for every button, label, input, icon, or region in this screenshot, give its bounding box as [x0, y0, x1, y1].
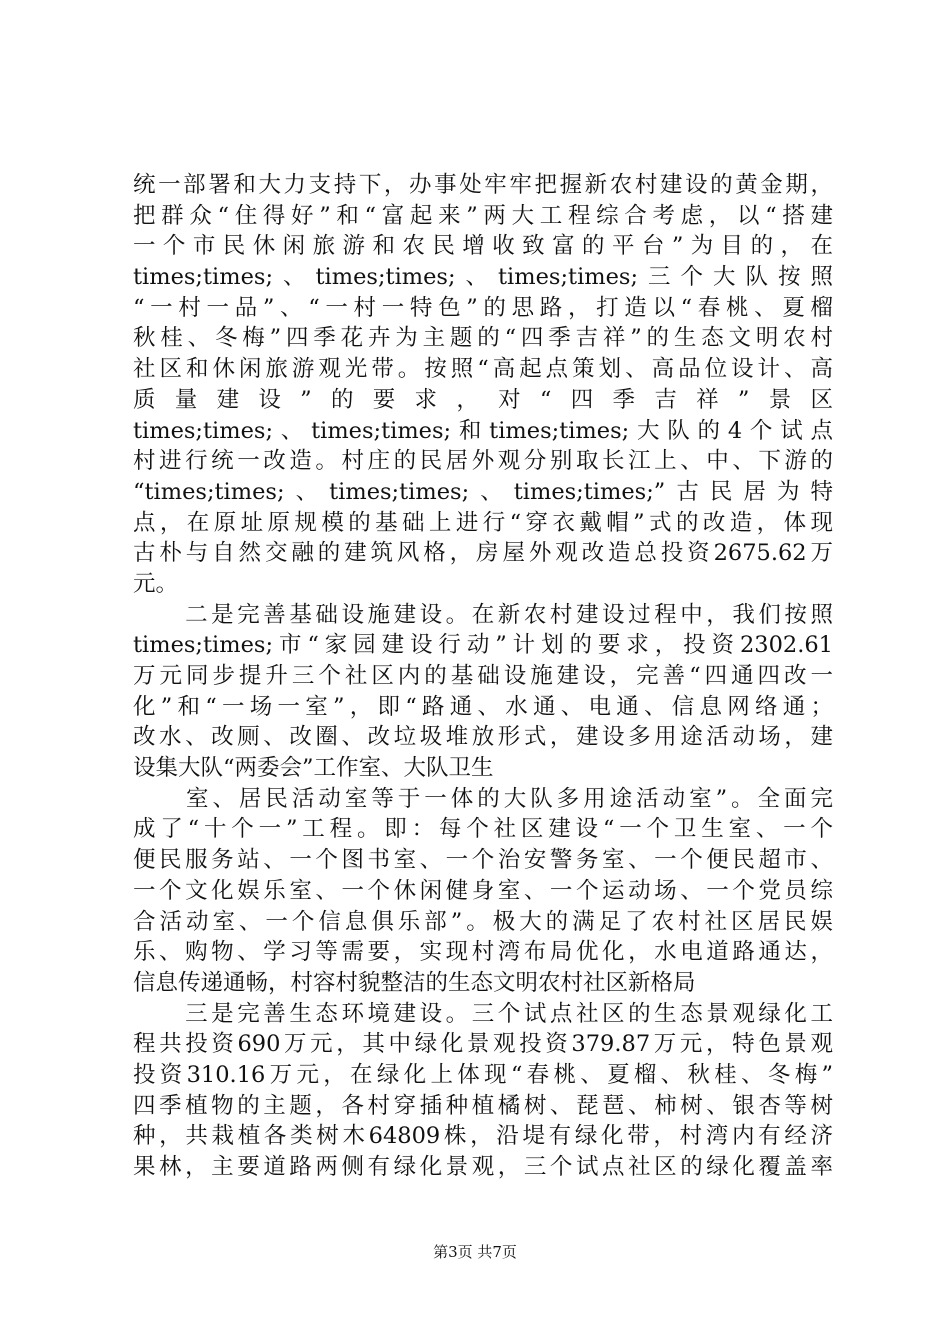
text-line: 化”和“一场一室”，即“路通、水通、电通、信息网络通；: [133, 693, 833, 720]
text-line: 村进行统一改造。村庄的民居外观分别取长江上、中、下游的: [133, 448, 833, 475]
text-line: 合活动室、一个信息俱乐部”。极大的满足了农村社区居民娱: [133, 908, 833, 935]
text-line: 把群众“住得好”和“富起来”两大工程综合考虑，以“搭建: [133, 202, 833, 229]
text-line: times;times;、times;times;、times;times;三个大队按照: [133, 264, 833, 291]
text-line: 改水、改厕、改圈、改垃圾堆放形式，建设多用途活动场，建: [133, 724, 833, 751]
text-line: 点，在原址原规模的基础上进行“穿衣戴帽”式的改造，体现: [133, 509, 833, 536]
text-line: 成了“十个一”工程。即：每个社区建设“一个卫生室、一个: [133, 816, 833, 843]
text-line: “一村一品”、“一村一特色”的思路，打造以“春桃、夏榴: [133, 294, 833, 321]
text-line: times;times;市“家园建设行动”计划的要求，投资2302.61: [133, 632, 833, 659]
text-line: 古朴与自然交融的建筑风格，房屋外观改造总投资2675.62万: [133, 540, 833, 567]
text-line: 四季植物的主题，各村穿插种植橘树、琵琶、柿树、银杏等树: [133, 1092, 833, 1119]
text-line: 信息传递通畅，村容村貌整洁的生态文明农村社区新格局: [133, 969, 696, 996]
text-line: 便民服务站、一个图书室、一个治安警务室、一个便民超市、: [133, 847, 833, 874]
text-line: 万元同步提升三个社区内的基础设施建设，完善“四通四改一: [133, 663, 833, 689]
text-line: 一个市民休闲旅游和农民增收致富的平台”为目的，在: [133, 233, 833, 260]
text-line: 质量建设”的要求，对“四季吉祥”景区: [133, 386, 833, 413]
text-line: 社区和休闲旅游观光带。按照“高起点策划、高品位设计、高: [133, 356, 833, 383]
text-line: 统一部署和大力支持下，办事处牢牢把握新农村建设的黄金期，: [133, 172, 833, 198]
text-line: 种，共栽植各类树木64809株，沿堤有绿化带，村湾内有经济: [133, 1123, 833, 1150]
page-footer: 第3页 共7页: [433, 1243, 517, 1261]
text-line: 二是完善基础设施建设。在新农村建设过程中，我们按照: [133, 601, 833, 628]
text-line: 元。: [133, 570, 179, 597]
text-line: “times;times;、times;times;、times;times;”古民居为特: [133, 478, 833, 505]
text-line: times;times;、times;times;和times;times;大队的4个试点: [133, 417, 833, 444]
text-line: 三是完善生态环境建设。三个试点社区的生态景观绿化工: [133, 1000, 833, 1027]
text-line: 程共投资690万元，其中绿化景观投资379.87万元，特色景观: [133, 1031, 833, 1058]
text-line: 投资310.16万元，在绿化上体现“春桃、夏榴、秋桂、冬梅”: [133, 1061, 833, 1088]
text-line: 一个文化娱乐室、一个休闲健身室、一个运动场、一个党员综: [133, 877, 833, 904]
text-line: 果林，主要道路两侧有绿化景观，三个试点社区的绿化覆盖率: [133, 1154, 833, 1180]
text-line: 乐、购物、学习等需要，实现村湾布局优化，水电道路通达，: [133, 939, 833, 966]
text-line: 室、居民活动室等于一体的大队多用途活动室”。全面完: [133, 785, 833, 812]
text-line: 秋桂、冬梅”四季花卉为主题的“四季吉祥”的生态文明农村: [133, 325, 833, 352]
body-text: [133, 170, 833, 1183]
text-line: 设集大队“两委会”工作室、大队卫生: [133, 755, 494, 782]
